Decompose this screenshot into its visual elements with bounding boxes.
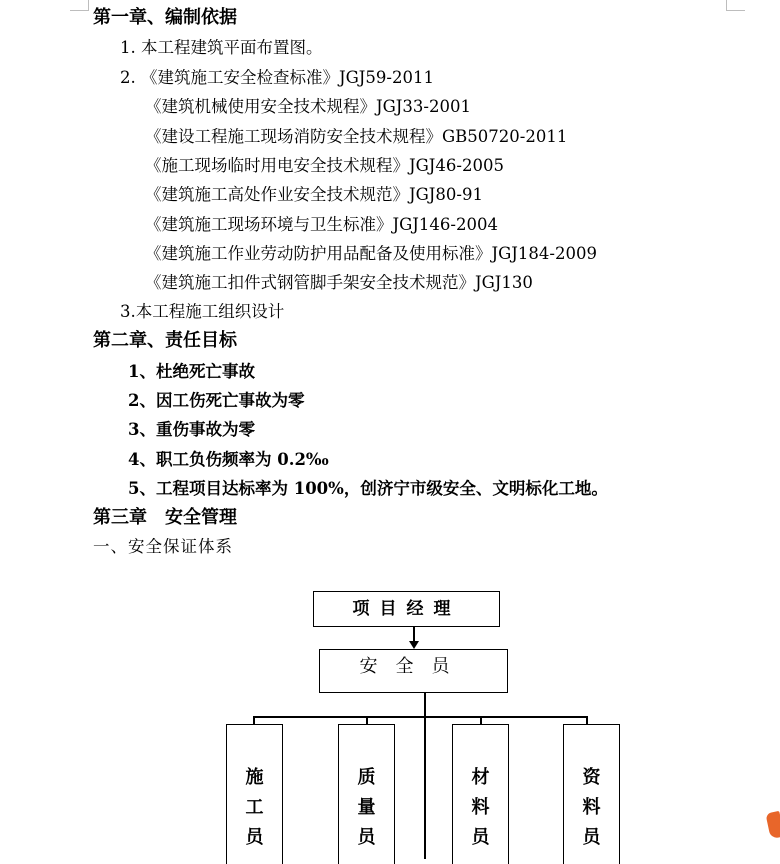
chapter1-item-3: 3.本工程施工组织设计	[120, 302, 285, 321]
standard-line: 《建筑施工高处作业安全技术规范》JGJ80-91	[145, 185, 483, 204]
page-corner-mark-right	[726, 0, 745, 11]
role-char: 材	[471, 767, 490, 788]
standard-line: 《建筑施工现场环境与卫生标准》JGJ146-2004	[145, 215, 498, 234]
connector-line	[413, 627, 415, 641]
chapter1-title: 第一章、编制依据	[93, 7, 237, 28]
safety-officer-label: 安全员	[359, 656, 468, 677]
role-box-documents	[563, 724, 620, 864]
goal-item: 3、重伤事故为零	[128, 420, 255, 439]
item-number: 2.	[120, 68, 136, 87]
project-manager-box	[313, 591, 500, 627]
role-char: 资	[582, 767, 601, 788]
role-char: 料	[582, 797, 601, 818]
chapter1-item-1	[120, 37, 323, 59]
role-char: 员	[245, 827, 264, 848]
connector-line	[253, 716, 587, 718]
role-box-quality	[338, 724, 395, 864]
standard-line: 《建设工程施工现场消防安全技术规程》GB50720-2011	[145, 127, 568, 146]
watermark-logo-fragment	[765, 811, 780, 839]
standard-line: 《施工现场临时用电安全技术规程》JGJ46-2005	[145, 156, 504, 175]
connector-line	[424, 693, 426, 859]
role-char: 员	[582, 827, 601, 848]
section-heading: 一、安全保证体系	[93, 537, 233, 556]
goal-item: 2、因工伤死亡事故为零	[128, 391, 305, 410]
role-char: 量	[357, 797, 376, 818]
item-number: 1.	[120, 38, 136, 57]
item-text: 《建筑施工安全检查标准》JGJ59-2011	[141, 68, 434, 87]
goal-item: 1、杜绝死亡事故	[128, 362, 255, 381]
role-char: 员	[357, 827, 376, 848]
role-box-materials	[452, 724, 509, 864]
safety-officer-box	[319, 649, 508, 693]
goal-item: 4、职工负伤频率为 0.2‰	[128, 450, 329, 469]
standard-line: 《建筑施工作业劳动防护用品配备及使用标准》JGJ184-2009	[145, 244, 597, 263]
chapter3-title: 第三章 安全管理	[93, 507, 237, 528]
role-char: 料	[471, 797, 490, 818]
project-manager-label: 项目经理	[352, 599, 461, 619]
goal-item: 5、工程项目达标率为 100%，创济宁市级安全、文明标化工地。	[128, 479, 608, 498]
chapter1-item-2	[120, 67, 434, 89]
item-text: 本工程建筑平面布置图。	[141, 38, 323, 57]
role-char: 质	[357, 767, 376, 788]
role-box-construction	[226, 724, 283, 864]
chapter2-title: 第二章、责任目标	[93, 330, 237, 351]
page-corner-mark-left	[70, 0, 89, 11]
standard-line: 《建筑施工扣件式钢管脚手架安全技术规范》JGJ130	[145, 273, 533, 292]
role-char: 员	[471, 827, 490, 848]
role-char: 施	[245, 767, 264, 788]
standard-line: 《建筑机械使用安全技术规程》JGJ33-2001	[145, 97, 471, 116]
role-char: 工	[245, 797, 264, 818]
arrow-down-icon	[409, 641, 419, 649]
